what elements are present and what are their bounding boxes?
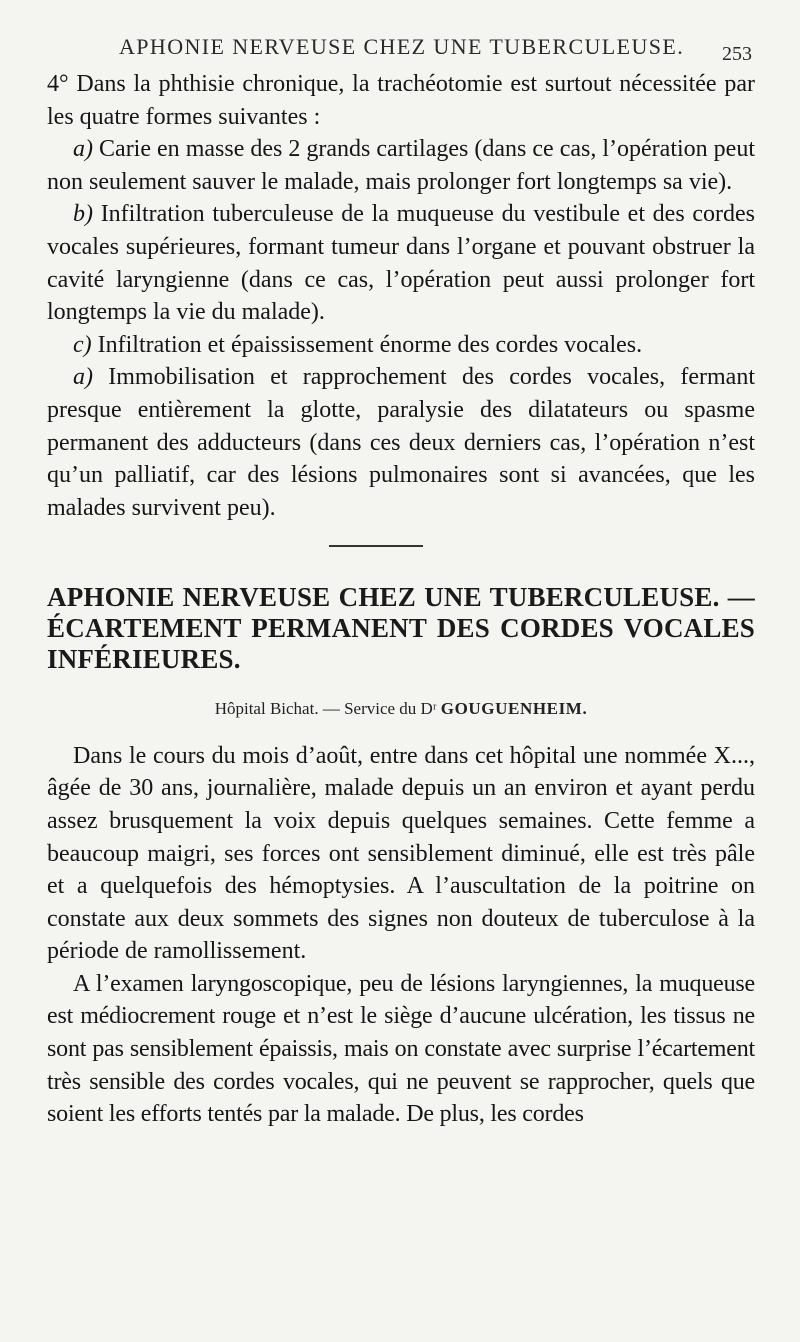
hospital-service: Hôpital Bichat. — Service du — [214, 698, 417, 718]
list-item-label: a) — [73, 364, 93, 391]
running-head — [47, 28, 755, 68]
list-item-label: a) — [73, 136, 93, 163]
doctor-title: Dʳ — [420, 698, 437, 718]
list-item-label: c) — [73, 331, 92, 358]
list-item-d — [47, 361, 755, 524]
book-page — [47, 28, 755, 1328]
list-item-text: Carie en masse des 2 grands cartilages (dans ce cas, l’opération peut non seulement sauver le malade, mais prolonger fort longtemps sa vie). — [47, 136, 756, 195]
running-title: APHONIE NERVEUSE CHEZ UNE TUBERCULEUSE. — [119, 34, 685, 59]
list-item-c — [47, 329, 755, 362]
list-item-text: Infiltration tuberculeuse de la muqueuse du vestibule et des cordes vocales supérieures, formant tumeur dans l’organe et pouvant obstruer la cavité laryngienne (dans ce cas, l’opération peut aussi prolonger fort longtemps la vie du malade). — [47, 201, 755, 326]
list-item-text: Immobilisation et rapprochement des cordes vocales, fermant presque entièrement la glotte, paralysie des dilatateurs ou spasme permanent des adducteurs (dans ces deux derniers cas, l’opération n’est qu’un palliatif, car des lésions pulmonaires sont si avancées, que les malades survivent peu). — [47, 364, 755, 521]
hospital-line — [47, 698, 755, 720]
body-paragraph-1: Dans le cours du mois d’août, entre dans cet hôpital une nommée X..., âgée de 30 ans, journalière, malade depuis un an environ et ayant perdu assez brusquement la voix depuis quelques semaines. Cette femme a beaucoup maigri, ses forces ont sensiblement diminué, elle est très pâle et a quelquefois des hémoptysies. A l’auscultation de la poitrine on constate aux deux sommets des signes non douteux de tuberculose à la période de ramollissement. — [47, 742, 755, 965]
doctor-name: GOUGUENHEIM. — [440, 698, 588, 718]
list-item-b — [47, 198, 755, 328]
page-number: 253 — [722, 43, 752, 65]
list-item-text: Infiltration et épaississement énorme des cordes vocales. — [97, 331, 643, 358]
body-paragraph-2: A l’examen laryngoscopique, peu de lésions laryngiennes, la muqueuse est médiocrement rouge et n’est le siège d’aucune ulcération, les tissus ne sont pas sensiblement épaissis, mais on constate avec surprise l’écartement très sensible des cordes vocales, qui ne peuvent se rapprocher, quels que soient les efforts tentés par la malade. De plus, les cordes — [47, 970, 755, 1128]
item-4-intro: 4° Dans la phthisie chronique, la trachéotomie est surtout nécessitée par les quatre formes suivantes : — [47, 71, 755, 130]
list-item-label: b) — [73, 201, 93, 228]
section-divider — [329, 545, 423, 547]
section-title: APHONIE NERVEUSE CHEZ UNE TUBERCULEUSE. — ÉCARTEMENT PERMANENT DES CORDES VOCALES INFÉRIEURES. — [47, 582, 755, 675]
list-item-a — [47, 133, 755, 198]
